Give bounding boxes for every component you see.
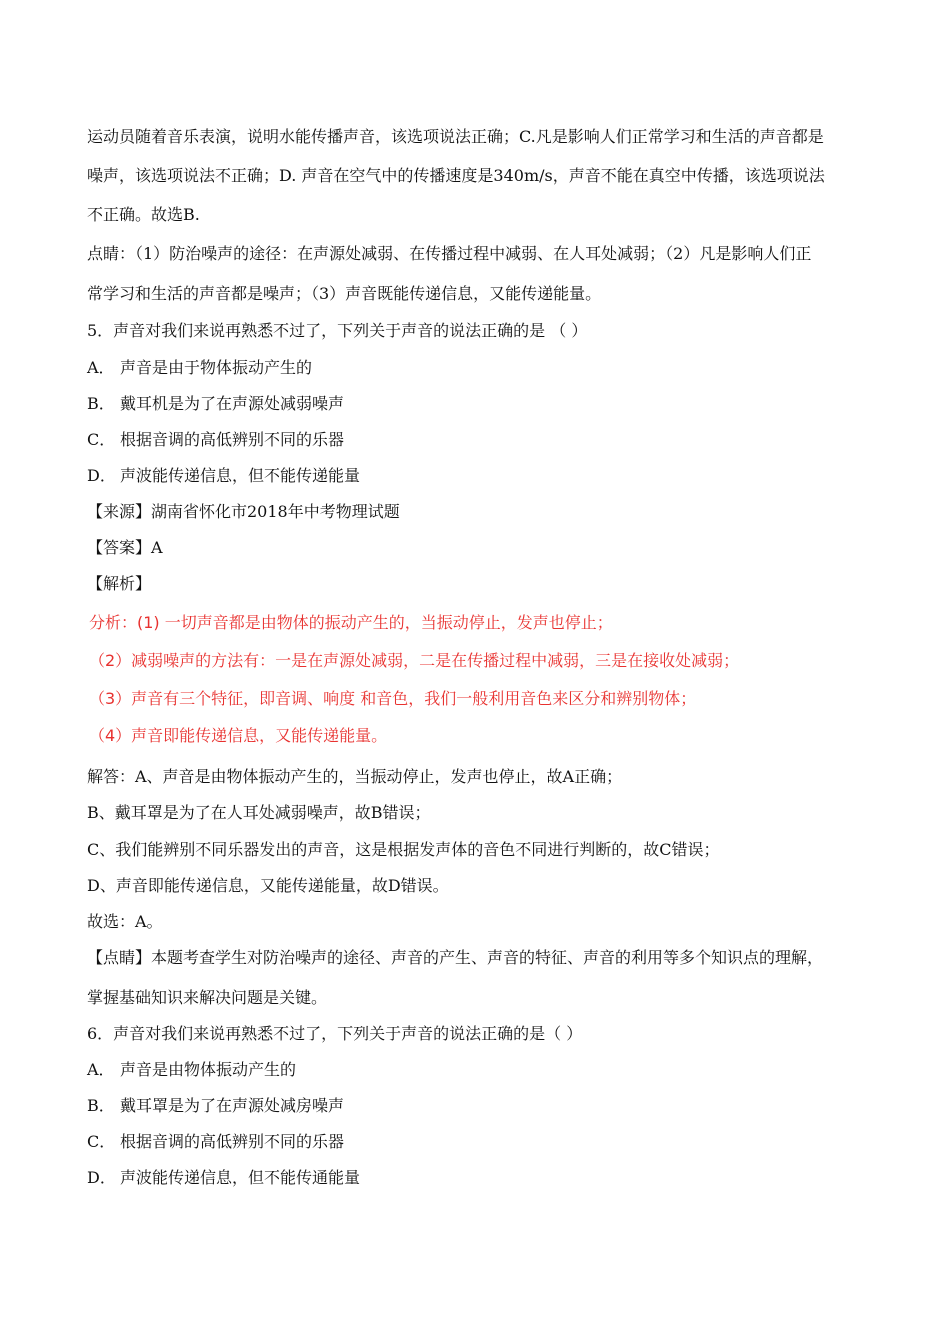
intro-line-1: 运动员随着音乐表演，说明水能传播声音，该选项说法正确；C.凡是影响人们正常学习和生活的声音都是	[87, 127, 824, 146]
option-text: 根据音调的高低辨别不同的乐器	[120, 1132, 345, 1151]
question-5-source: 【来源】湖南省怀化市2018年中考物理试题	[87, 502, 400, 521]
option-key: A．	[87, 1060, 115, 1079]
solution-line-1: 解答：A、声音是由物体振动产生的，当振动停止，发声也停止，故A正确；	[87, 767, 623, 786]
analysis-red-line-1: 分析：(1) 一切声音都是由物体的振动产生的，当振动停止，发声也停止；	[89, 613, 613, 632]
dianjing-line-1: 【点睛】本题考查学生对防治噪声的途径、声音的产生、声音的特征、声音的利用等多个知识点的理解，	[87, 948, 824, 967]
intro-line-3: 不正确。故选B.	[87, 205, 200, 224]
option-key: D．	[87, 466, 116, 485]
option-text: 根据音调的高低辨别不同的乐器	[120, 430, 345, 449]
question-6-option-d	[87, 1168, 360, 1188]
question-5-stem: 5．声音对我们来说再熟悉不过了，下列关于声音的说法正确的是 （ ）	[87, 321, 588, 340]
option-key: A．	[87, 358, 115, 377]
question-5-option-b	[87, 394, 344, 414]
option-key: B．	[87, 1096, 115, 1115]
option-text: 声波能传递信息，但不能传通能量	[120, 1168, 361, 1187]
question-6-option-c	[87, 1132, 344, 1152]
option-text: 戴耳罩是为了在声源处减房噪声	[120, 1096, 345, 1115]
intro-note-line-2: 常学习和生活的声音都是噪声；（3）声音既能传递信息，又能传递能量。	[87, 284, 602, 303]
option-key: D．	[87, 1168, 116, 1187]
question-5-option-d	[87, 466, 360, 486]
question-5-option-c	[87, 430, 344, 450]
option-text: 声音是由物体振动产生的	[120, 1060, 297, 1079]
question-6-option-b	[87, 1096, 344, 1116]
intro-line-2: 噪声，该选项说法不正确；D. 声音在空气中的传播速度是340m/s，声音不能在真空中传播，该选项说法	[87, 166, 825, 185]
solution-line-4: D、声音即能传递信息，又能传递能量，故D错误。	[87, 876, 449, 895]
option-text: 戴耳机是为了在声源处减弱噪声	[120, 394, 345, 413]
option-key: C．	[87, 1132, 116, 1151]
question-5-answer: 【答案】A	[87, 538, 163, 557]
option-text: 声音是由于物体振动产生的	[120, 358, 313, 377]
analysis-red-line-4: （4）声音即能传递信息，又能传递能量。	[89, 726, 388, 745]
dianjing-line-2: 掌握基础知识来解决问题是关键。	[87, 988, 328, 1007]
analysis-red-line-3: （3）声音有三个特征，即音调、响度 和音色，我们一般利用音色来区分和辨别物体；	[89, 689, 697, 708]
question-6-option-a	[87, 1060, 296, 1080]
option-text: 声波能传递信息，但不能传递能量	[120, 466, 361, 485]
solution-line-3: C、我们能辨别不同乐器发出的声音，这是根据发声体的音色不同进行判断的，故C错误；	[87, 840, 720, 859]
question-5-analysis-heading: 【解析】	[87, 574, 152, 593]
intro-note-line-1: 点睛：（1）防治噪声的途径：在声源处减弱、在传播过程中减弱、在人耳处减弱；（2）凡是影响人们正	[87, 244, 812, 263]
option-key: B．	[87, 394, 115, 413]
analysis-red-line-2: （2）减弱噪声的方法有：一是在声源处减弱，二是在传播过程中减弱，三是在接收处减弱；	[89, 651, 740, 670]
question-6-stem: 6．声音对我们来说再熟悉不过了，下列关于声音的说法正确的是（ ）	[87, 1024, 583, 1043]
solution-line-5: 故选：A。	[87, 912, 163, 931]
solution-line-2: B、戴耳罩是为了在人耳处减弱噪声，故B错误；	[87, 803, 431, 822]
option-key: C．	[87, 430, 116, 449]
question-5-option-a	[87, 358, 312, 378]
